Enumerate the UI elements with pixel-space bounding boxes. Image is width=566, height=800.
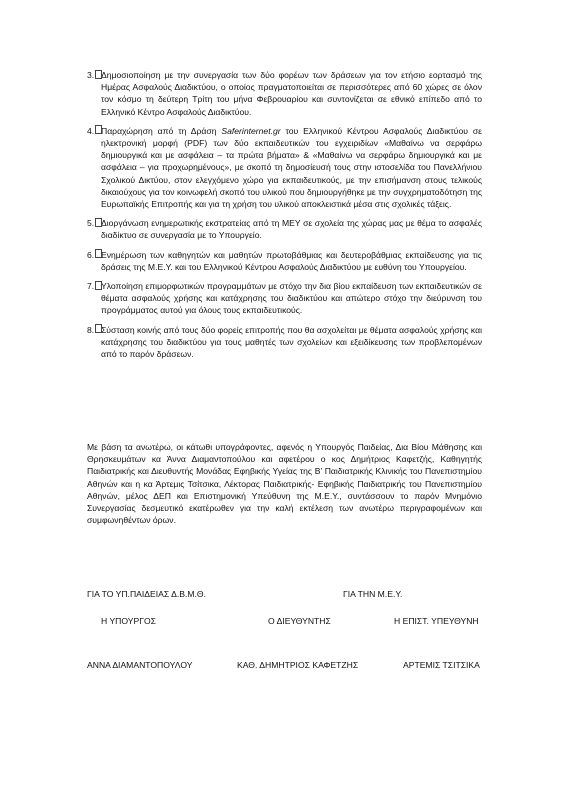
signature-name-minister: ΑΝΝΑ ΔΙΑΜΑΝΤΟΠΟΥΛΟΥ bbox=[87, 660, 193, 670]
list-item bbox=[87, 125, 482, 210]
item-text: Σύσταση κοινής από τους δύο φορείς επιτροπής που θα ασχολείται με θέματα ασφαλούς χρήσης και κατάχρησης του διαδικτύου για τους μαθητές των σχολείων και εξειδίκευσης των προβλεπομένων από το παρόν δράσεων. bbox=[101, 324, 482, 360]
missing-glyph-box-icon bbox=[95, 70, 102, 79]
signature-name-director: ΚΑΘ. ΔΗΜΗΤΡΙΟΣ ΚΑΦΕΤΖΗΣ bbox=[237, 660, 359, 670]
list-item bbox=[87, 280, 482, 317]
item-number: 5. bbox=[87, 217, 102, 229]
item-text: Δημοσιοποίηση με την συνεργασία των δύο φορέων των δράσεων για τον ετήσιο εορτασμό της Ημέρας Ασφαλούς Διαδικτύου, ο οποίος πραγματοποιείται σε περισσότερες από 60 χώρες σε όλον τον κόσμο τη δεύτερη Τρίτη του μήνα Φεβρουαρίου και συντονίζεται σε εθνικό επίπεδο από το Ελληνικό Κέντρο Ασφαλούς Διαδικτύου. bbox=[101, 70, 482, 117]
site-name: Saferinternet.gr bbox=[221, 125, 281, 136]
missing-glyph-box-icon bbox=[95, 281, 102, 290]
item-number: 6. bbox=[87, 249, 102, 261]
item-number: 7. bbox=[87, 280, 102, 292]
list-item bbox=[87, 217, 482, 241]
item-number: 8. bbox=[87, 324, 102, 336]
item-text: Διοργάνωση ενημερωτικής εκστρατείας από τη ΜΕΥ σε σχολεία της χώρας μας με θέμα το ασφαλές διαδίκτυο σε συνεργασία με το Υπουργείο. bbox=[101, 218, 482, 241]
item-number: 4. bbox=[87, 125, 102, 137]
missing-glyph-box-icon bbox=[95, 324, 102, 333]
list-item bbox=[87, 324, 482, 361]
item-text: Υλοποίηση επιμορφωτικών προγραμμάτων με στόχο την δια βίου εκπαίδευση των εκπαιδευτικών σε θέματα ασφαλούς χρήσης και κατάχρησης του διαδικτύου και απώτερο στόχο την διεύρυνση του προγράμματος αυτού για όλους τους εκπαιδευτικούς. bbox=[101, 281, 482, 316]
signature-name-scientific: ΑΡΤΕΜΙΣ ΤΣΙΤΣΙΚΑ bbox=[403, 660, 480, 670]
signature-role-scientific: Η ΕΠΙΣΤ. ΥΠΕΥΘΥΝΗ bbox=[394, 616, 479, 626]
list-item bbox=[87, 69, 482, 118]
agreement-items-list bbox=[87, 69, 482, 367]
item-number: 3. bbox=[87, 69, 102, 81]
list-item bbox=[87, 249, 482, 273]
signature-org-ministry: ΓΙΑ ΤΟ ΥΠ.ΠΑΙΔΕΙΑΣ Δ.Β.Μ.Θ. bbox=[87, 589, 206, 599]
signature-role-director: Ο ΔΙΕΥΘΥΝΤΗΣ bbox=[268, 616, 331, 626]
signature-role-minister: Η ΥΠΟΥΡΓΟΣ bbox=[101, 616, 156, 626]
item-text: Παραχώρηση από τη Δράση bbox=[101, 125, 222, 136]
closing-paragraph: Με βάση τα ανωτέρω, οι κάτωθι υπογράφοντες, αφενός η Υπουργός Παιδείας, Δια Βίου Μάθησης και Θρησκευμάτων κα Άννα Διαμαντοπούλου και αφετέρου ο κος Δημήτριος Καφετζής, Καθηγητής Παιδιατρικής και Διευθυντής Μονάδας Εφηβικής Υγείας της Β’ Παιδιατρικής Κλινικής του Πανεπιστημίου Αθηνών και η κα Άρτεμις Τσίτσικα, Λέκτορας Παιδιατρικής- Εφηβικής Παιδιατρικής του Πανεπιστημίου Αθηνών, μέλος ΔΕΠ και Επιστημονική Υπεύθυνη της Μ.Ε.Υ., συντάσσουν το παρόν Μνημόνιο Συνεργασίας δεσμευτικό εκατέρωθεν για την καλή εκτέλεση των ανωτέρω περιγραφομένων και συμφωνηθέντων όρων. bbox=[87, 442, 482, 526]
signature-org-mey: ΓΙΑ ΤΗΝ Μ.Ε.Υ. bbox=[343, 589, 403, 599]
missing-glyph-box-icon bbox=[95, 218, 102, 227]
item-text: Ενημέρωση των καθηγητών και μαθητών πρωτοβάθμιας και δευτεροβάθμιας εκπαίδευσης για τις δράσεις της Μ.Ε.Υ. και του Ελληνικού Κέντρου Ασφαλούς Διαδικτύου με ευθύνη του Υπουργείου. bbox=[101, 249, 482, 272]
item-text: του Ελληνικού Κέντρου Ασφαλούς Διαδικτύου σε ηλεκτρονική μορφή (PDF) των δύο εκπαιδευτικών του εγχειριδίων «Μαθαίνω να σερφάρω δημιουργικά και με ασφάλεια – τα πρώτα βήματα» & «Μαθαίνω να σερφάρω δημιουργικά και με ασφάλεια – για προχωρημένους», με σκοπό τη δημοσίευσή τους στην ιστοσελίδα του Πανελλήνιου Σχολικού Δικτύου, στον ελεγχόμενο χώρο για εκπαιδευτικούς, με την επισήμανση στους τελικούς δικαιούχους για τον κοινωφελή σκοπό του υλικού που δημιουργήθηκε με την συγχρηματοδότηση της Ευρωπαϊκής Επιτροπής και για τη χρήση του υλικού αποκλειστικά μέσα στις σχολικές τάξεις. bbox=[101, 125, 482, 210]
missing-glyph-box-icon bbox=[95, 125, 102, 134]
missing-glyph-box-icon bbox=[95, 249, 102, 258]
